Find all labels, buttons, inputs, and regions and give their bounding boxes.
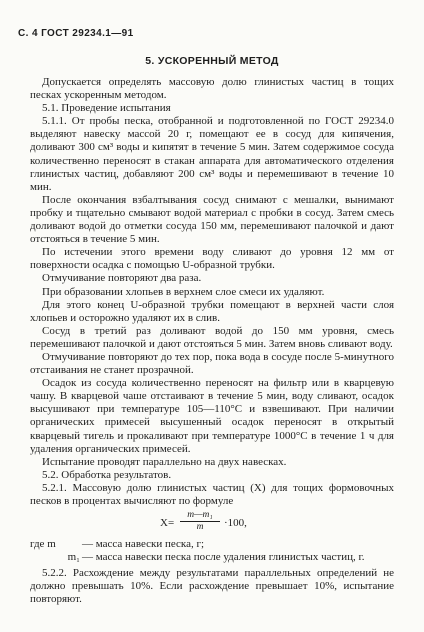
paragraph: 5.2.2. Расхождение между результатами параллельных определений не должно превышать 10%. Если расхождение превышает 10%, испытание повторяют. bbox=[30, 567, 394, 606]
formula-lhs: X= bbox=[160, 517, 175, 530]
variable-definition: — масса навески песка после удаления глинистых частиц, г. bbox=[82, 551, 365, 564]
subsection-heading: 5.2. Обработка результатов. bbox=[42, 468, 172, 481]
variable-definitions bbox=[30, 538, 394, 564]
formula-rhs: ·100, bbox=[224, 517, 247, 530]
formula-fraction bbox=[180, 510, 220, 533]
variable-symbol: m₁ bbox=[67, 551, 80, 564]
paragraph: Испытание проводят параллельно на двух навесках. bbox=[42, 455, 287, 468]
variable-definition: — масса навески песка, г; bbox=[82, 538, 205, 551]
formula bbox=[30, 512, 394, 532]
page-header: С. 4 ГОСТ 29234.1—91 bbox=[18, 28, 134, 39]
paragraph: 5.2.1. Массовую долю глинистых частиц (X) для тощих формовочных песков в процентах вычисляют по формуле bbox=[30, 481, 394, 507]
subsection-heading: 5.1. Проведение испытания bbox=[42, 102, 171, 115]
paragraph: Отмучивание повторяют два раза. bbox=[42, 272, 202, 285]
paragraph: По истечении этого времени воду сливают до уровня 12 мм от поверхности осадка с помощью U-образной трубки. bbox=[30, 246, 394, 272]
definition-row bbox=[30, 538, 394, 551]
paragraph: При образовании хлопьев в верхнем слое смеси их удаляют. bbox=[42, 285, 325, 298]
paragraph: Отмучивание повторяют до тех пор, пока вода в сосуде после 5-минутного отстаивания не станет прозрачной. bbox=[30, 350, 394, 377]
formula-denominator: m bbox=[196, 522, 204, 533]
paragraph: Для этого конец U-образной трубки помещают в верхней части слоя хлопьев и осторожно удаляют их в слив. bbox=[30, 298, 394, 324]
definition-row bbox=[30, 551, 394, 564]
paragraph: После окончания взбалтывания сосуд снимают с мешалки, вынимают пробку и тщательно смывают водой материал с пробки в сосуд. Затем смесь доливают водой до отметки сосуда 150 мм, перемешивают палочкой и дают отстояться в течение 5 мин. bbox=[30, 193, 394, 246]
section-title: 5. УСКОРЕННЫЙ МЕТОД bbox=[145, 55, 279, 67]
paragraph: Осадок из сосуда количественно переносят на фильтр или в кварцевую чашу. В кварцевой чаше отстаивают в течение 5 мин, воду сливают, осадок высушивают при температуре 105—110°С и взвешивают. При наличии органических примесей высушенный осадок переносят в открытый кварцевый тигель и прокаливают при температуре 1000°С в течение 1 ч для удаления органических примесей. bbox=[30, 377, 394, 455]
document-body bbox=[30, 76, 394, 607]
paragraph: 5.1.1. От пробы песка, отобранной и подготовленной по ГОСТ 29234.0 выделяют навеску массой 20 г, помещают ее в сосуд для кипячения, доливают 300 см³ воды и кипятят в течение 5 мин. Затем содержимое сосуда количественно переносят в стакан аппарата для автоматического отделения глинистых частиц, добавляют 200 см³ воды и перемешивают в течение 10 мин. bbox=[30, 115, 394, 193]
paragraph: Допускается определять массовую долю глинистых частиц в тощих песках ускоренным методом. bbox=[30, 76, 394, 102]
variable-symbol: где m bbox=[30, 538, 56, 551]
formula-numerator: m—m₁ bbox=[180, 510, 220, 522]
paragraph: Сосуд в третий раз доливают водой до 150 мм уровня, смесь перемешивают палочкой и дают отстояться 5 мин. Затем вновь сливают воду. bbox=[30, 324, 394, 350]
